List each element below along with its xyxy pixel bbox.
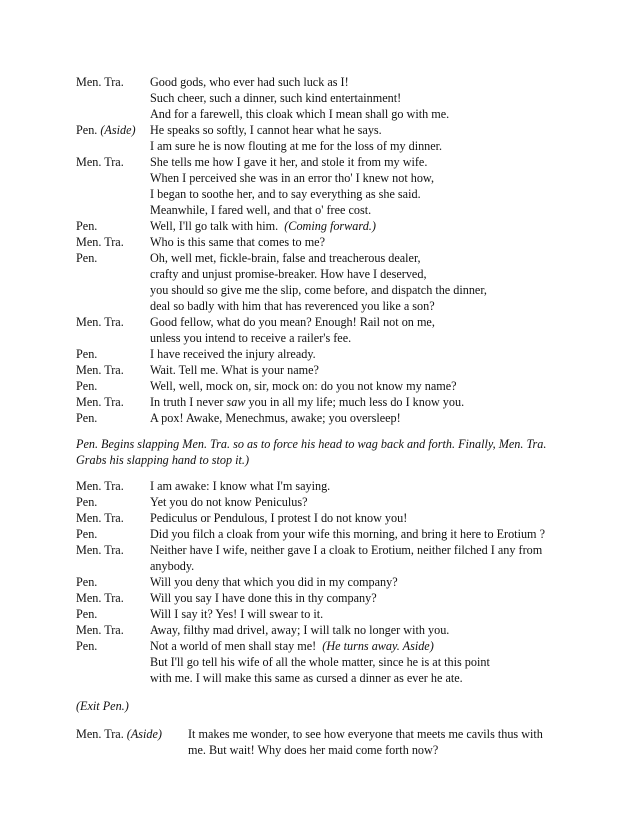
stage-direction-text: Grabs his slapping hand to stop it.) <box>76 453 250 467</box>
dialogue-text: anybody. <box>150 559 195 573</box>
dialogue-line <box>0 346 638 362</box>
dialogue-line <box>0 106 638 122</box>
dialogue-text: He speaks so softly, I cannot hear what he says. <box>150 123 382 137</box>
stage-direction-text: (Exit Pen.) <box>76 699 129 713</box>
speaker-name: Men. Tra. <box>76 511 124 525</box>
dialogue-line <box>0 362 638 378</box>
speaker-name: Men. Tra. <box>76 235 124 249</box>
stage-direction-inline: (He turns away. Aside) <box>322 639 434 653</box>
speaker-name: Men. Tra. <box>76 395 124 409</box>
dialogue-text: I am awake: I know what I'm saying. <box>150 479 331 493</box>
dialogue-line <box>0 574 638 590</box>
speaker-name: Pen. <box>76 347 98 361</box>
dialogue-line <box>0 726 638 742</box>
dialogue-line <box>0 638 638 654</box>
dialogue-text: Who is this same that comes to me? <box>150 235 325 249</box>
dialogue-text: Oh, well met, fickle-brain, false and treacherous dealer, <box>150 251 421 265</box>
dialogue-line <box>0 90 638 106</box>
speaker-name: Men. Tra. <box>76 543 124 557</box>
dialogue-text: Will you deny that which you did in my company? <box>150 575 398 589</box>
dialogue-line <box>0 558 638 574</box>
speaker-name: Men. Tra. <box>76 591 124 605</box>
dialogue-text: crafty and unjust promise-breaker. How have I deserved, <box>150 267 427 281</box>
dialogue-text <box>150 394 464 410</box>
dialogue-line <box>0 122 638 138</box>
speaker-name: Men. Tra. <box>76 623 124 637</box>
speaker-name <box>76 122 136 138</box>
dialogue-text: Will I say it? Yes! I will swear to it. <box>150 607 324 621</box>
speaker-name: Pen. <box>76 379 98 393</box>
dialogue-line <box>0 314 638 330</box>
dialogue-text: And for a farewell, this cloak which I mean shall go with me. <box>150 107 450 121</box>
speaker-name <box>76 726 162 742</box>
dialogue-line <box>0 138 638 154</box>
dialogue-line <box>0 654 638 670</box>
speaker-label: Men. Tra. <box>76 727 124 741</box>
dialogue-text: Away, filthy mad drivel, away; I will talk no longer with you. <box>150 623 450 637</box>
stage-direction-text: Pen. Begins slapping Men. Tra. so as to force his head to wag back and forth. Finally, Men. Tra. <box>76 437 547 451</box>
dialogue-text: Neither have I wife, neither gave I a cloak to Erotium, neither filched I any from <box>150 543 543 557</box>
dialogue-line <box>0 330 638 346</box>
dialogue-line <box>0 202 638 218</box>
stage-direction <box>0 436 638 452</box>
dialogue-line <box>0 74 638 90</box>
dialogue-line <box>0 742 638 758</box>
dialogue-line <box>0 542 638 558</box>
dialogue-line <box>0 378 638 394</box>
dialogue-line <box>0 606 638 622</box>
dialogue-line <box>0 154 638 170</box>
dialogue-segment: In truth I never <box>150 395 227 409</box>
dialogue-line <box>0 670 638 686</box>
dialogue-line <box>0 510 638 526</box>
dialogue-line <box>0 218 638 234</box>
dialogue-text <box>150 218 376 234</box>
dialogue-text: A pox! Awake, Menechmus, awake; you oversleep! <box>150 411 401 425</box>
dialogue-line <box>0 170 638 186</box>
speaker-name: Pen. <box>76 495 98 509</box>
dialogue-line <box>0 234 638 250</box>
aside-direction: (Aside) <box>100 123 136 137</box>
dialogue-text: Such cheer, such a dinner, such kind entertainment! <box>150 91 402 105</box>
speaker-name: Men. Tra. <box>76 75 124 89</box>
dialogue-line <box>0 494 638 510</box>
dialogue-line <box>0 410 638 426</box>
dialogue-text: I am sure he is now flouting at me for the loss of my dinner. <box>150 139 443 153</box>
dialogue-line <box>0 282 638 298</box>
dialogue-text: Pediculus or Pendulous, I protest I do not know you! <box>150 511 408 525</box>
stage-direction <box>0 698 638 714</box>
speaker-name: Men. Tra. <box>76 155 124 169</box>
dialogue-text: Will you say I have done this in thy company? <box>150 591 377 605</box>
dialogue-text: She tells me how I gave it her, and stole it from my wife. <box>150 155 428 169</box>
speaker-label: Pen. <box>76 123 98 137</box>
dialogue-text: I began to soothe her, and to say everything as she said. <box>150 187 421 201</box>
dialogue-text: unless you intend to receive a railer's fee. <box>150 331 352 345</box>
dialogue-line <box>0 266 638 282</box>
speaker-name: Pen. <box>76 219 98 233</box>
dialogue-text: you should so give me the slip, come before, and dispatch the dinner, <box>150 283 487 297</box>
stage-direction-inline: (Coming forward.) <box>284 219 376 233</box>
dialogue-line <box>0 622 638 638</box>
dialogue-line <box>0 526 638 542</box>
dialogue-text: When I perceived she was in an error tho' I knew not how, <box>150 171 434 185</box>
speaker-name: Pen. <box>76 607 98 621</box>
dialogue-text: Yet you do not know Peniculus? <box>150 495 308 509</box>
dialogue-text: But I'll go tell his wife of all the whole matter, since he is at this point <box>150 655 490 669</box>
speaker-name: Pen. <box>76 251 98 265</box>
dialogue-text <box>150 638 434 654</box>
dialogue-text: Wait. Tell me. What is your name? <box>150 363 319 377</box>
emphasis-word: saw <box>226 395 246 409</box>
dialogue-text: Good fellow, what do you mean? Enough! Rail not on me, <box>150 315 435 329</box>
dialogue-text: Did you filch a cloak from your wife this morning, and bring it here to Erotium ? <box>150 527 545 541</box>
dialogue-text: Meanwhile, I fared well, and that o' free cost. <box>150 203 372 217</box>
dialogue-line <box>0 590 638 606</box>
speaker-name: Pen. <box>76 575 98 589</box>
dialogue-text: deal so badly with him that has reverenced you like a son? <box>150 299 435 313</box>
speaker-name: Men. Tra. <box>76 479 124 493</box>
aside-direction: (Aside) <box>126 727 162 741</box>
dialogue-segment: you in all my life; much less do I know you. <box>245 395 465 409</box>
stage-direction <box>0 452 638 468</box>
dialogue-text: Well, well, mock on, sir, mock on: do you not know my name? <box>150 379 457 393</box>
speaker-name: Pen. <box>76 639 98 653</box>
speaker-name: Men. Tra. <box>76 315 124 329</box>
dialogue-line <box>0 298 638 314</box>
dialogue-line <box>0 478 638 494</box>
dialogue-line <box>0 186 638 202</box>
dialogue-line <box>0 394 638 410</box>
dialogue-text: with me. I will make this same as cursed a dinner as ever he ate. <box>150 671 463 685</box>
speaker-name: Pen. <box>76 411 98 425</box>
dialogue-segment: Not a world of men shall stay me! <box>150 639 317 653</box>
speaker-name: Pen. <box>76 527 98 541</box>
speaker-name: Men. Tra. <box>76 363 124 377</box>
dialogue-line <box>0 250 638 266</box>
dialogue-text: I have received the injury already. <box>150 347 316 361</box>
dialogue-text: me. But wait! Why does her maid come forth now? <box>188 743 439 757</box>
dialogue-text: It makes me wonder, to see how everyone that meets me cavils thus with <box>188 727 543 741</box>
dialogue-text: Good gods, who ever had such luck as I! <box>150 75 349 89</box>
dialogue-segment: Well, I'll go talk with him. <box>150 219 279 233</box>
